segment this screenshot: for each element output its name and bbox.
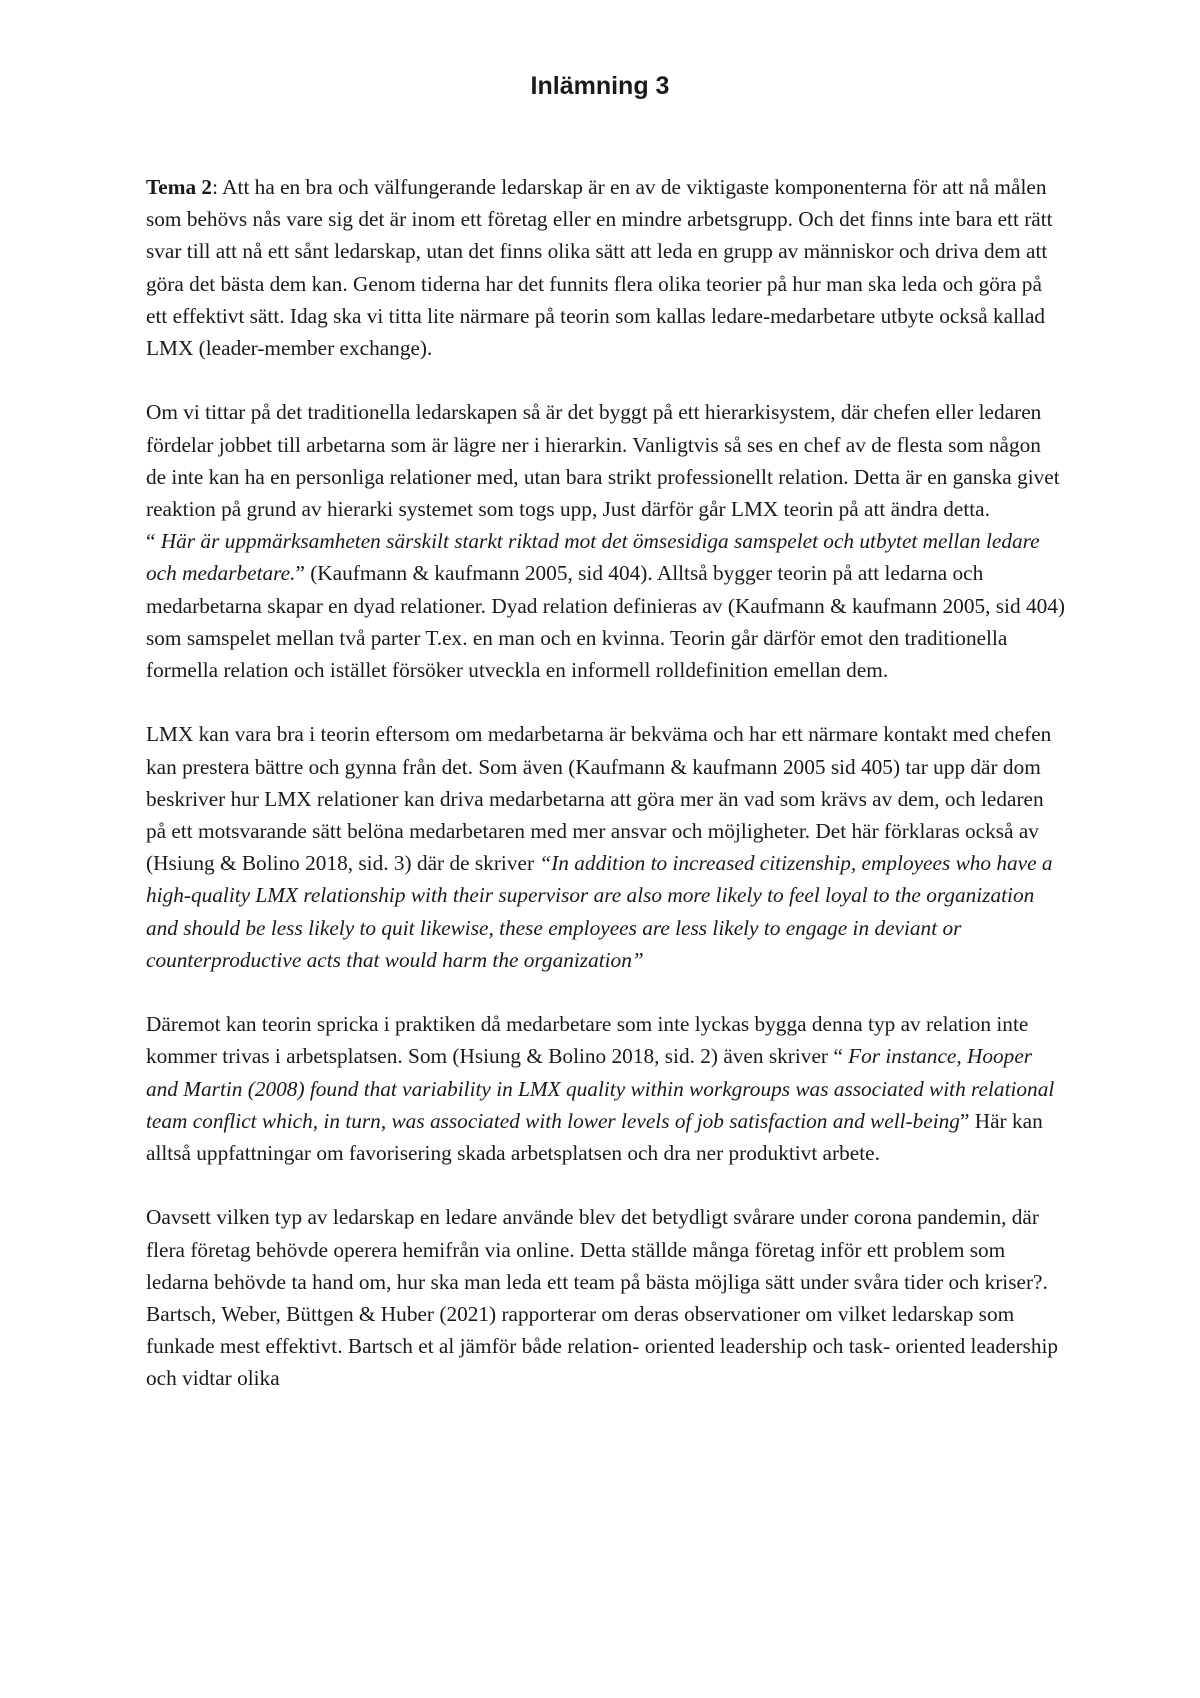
paragraph-dyad-relation [146,525,1066,686]
paragraph-text: LMX kan vara bra i teorin eftersom om medarbetarna är bekväma och har ett närmare kontakt med chefen kan prestera bättre och gynna från det. Som även (Kaufmann & kaufmann 2005 sid 405) tar upp där dom beskriver hur LMX relationer kan driva medarbetarna att göra mer än vad som krävs av dem, och ledaren på ett motsvarande sätt belöna medarbetaren med mer ansvar och möjligheter. Det här förklaras också av (Hsiung & Bolino 2018, sid. 3) där de skriver [146,722,1052,876]
paragraph-text: Om vi tittar på det traditionella ledarskapen så är det byggt på ett hierarkisystem, där chefen eller ledaren fördelar jobbet till arbetarna som är lägre ner i hierarkin. Vanligtvis så ses en chef av de flesta som någon de inte kan ha en personliga relationer med, utan bara strikt professionellt relation. Detta är en ganska givet reaktion på grund av hierarki systemet som togs upp, Just därför går LMX teorin på att ändra detta. [146,400,1060,522]
open-quote-mark: “ [833,1044,843,1069]
paragraph-lmx-drawbacks [146,1008,1066,1169]
quote-text: Här är uppmärksamheten särskilt starkt riktad mot det ömsesidiga samspelet och utbytet mellan ledare och medarbetare. [146,529,1040,586]
quote-text: For instance, Hooper and Martin (2008) found that variability in LMX quality within workgroups was associated with relational team conflict which, in turn, was associated with lower levels of job satisfaction and well-being [146,1044,1055,1133]
paragraph-lmx-benefits [146,718,1066,976]
quote-text: “In addition to increased citizenship, employees who have a high-quality LMX relationship with their supervisor are also more likely to feel loyal to the organization and should be less likely to quit likewise, these employees are less likely to engage in deviant or counterproductive acts that would harm the organization” [146,851,1053,972]
document-body [146,171,1066,1395]
paragraph-text: Oavsett vilken typ av ledarskap en ledare använde blev det betydligt svårare under corona pandemin, där flera företag behövde operera hemifrån via online. Detta ställde många företag inför ett problem som ledarna behövde ta hand om, hur ska man leda ett team på bästa möjliga sätt under svåra tider och kriser?. Bartsch, Weber, Büttgen & Huber (2021) rapporterar om deras observationer om vilket ledarskap som funkade mest effektivt. Bartsch et al jämför både relation- oriented leadership och task- oriented leadership och vidtar olika [146,1205,1059,1391]
paragraph-text: : Att ha en bra och välfungerande ledarskap är en av de viktigaste komponenterna för att nå målen som behövs nås vare sig det är inom ett företag eller en mindre arbetsgrupp. Och det finns inte bara ett rätt svar till att nå ett sånt ledarskap, utan det finns olika sätt att leda en grupp av människor och driva dem att göra det bästa dem kan. Genom tiderna har det funnits flera olika teorier på hur man ska leda och göra på ett effektivt sätt. Idag ska vi titta lite närmare på teorin som kallas ledare-medarbetare utbyte också kallad LMX (leader-member exchange). [146,175,1053,361]
paragraph-corona-leadership [146,1201,1066,1394]
paragraph-text-after: ” Här kan alltså uppfattningar om favorisering skada arbetsplatsen och dra ner produktivt arbete. [146,1108,1043,1166]
paragraph-text: ” (Kaufmann & kaufmann 2005, sid 404). Alltså bygger teorin på att ledarna och medarbetarna skapar en dyad relationer. Dyad relation definieras av (Kaufmann & kaufmann 2005, sid 404) som samspelet mellan två parter T.ex. en man och en kvinna. Teorin går därför emot den traditionella formella relation och istället försöker utveckla en informell rolldefinition emellan dem. [146,561,1065,683]
paragraph-traditional-leadership [146,396,1066,525]
open-quote-mark: “ [146,529,156,554]
paragraph-tema-2 [146,171,1066,364]
document-title: Inlämning 3 [530,72,670,100]
paragraph-text: Däremot kan teorin spricka i praktiken då medarbetare som inte lyckas bygga denna typ av relation inte kommer trivas i arbetsplatsen. Som (Hsiung & Bolino 2018, sid. 2) även skriver [146,1012,1029,1069]
theme-label: Tema 2 [146,175,213,199]
